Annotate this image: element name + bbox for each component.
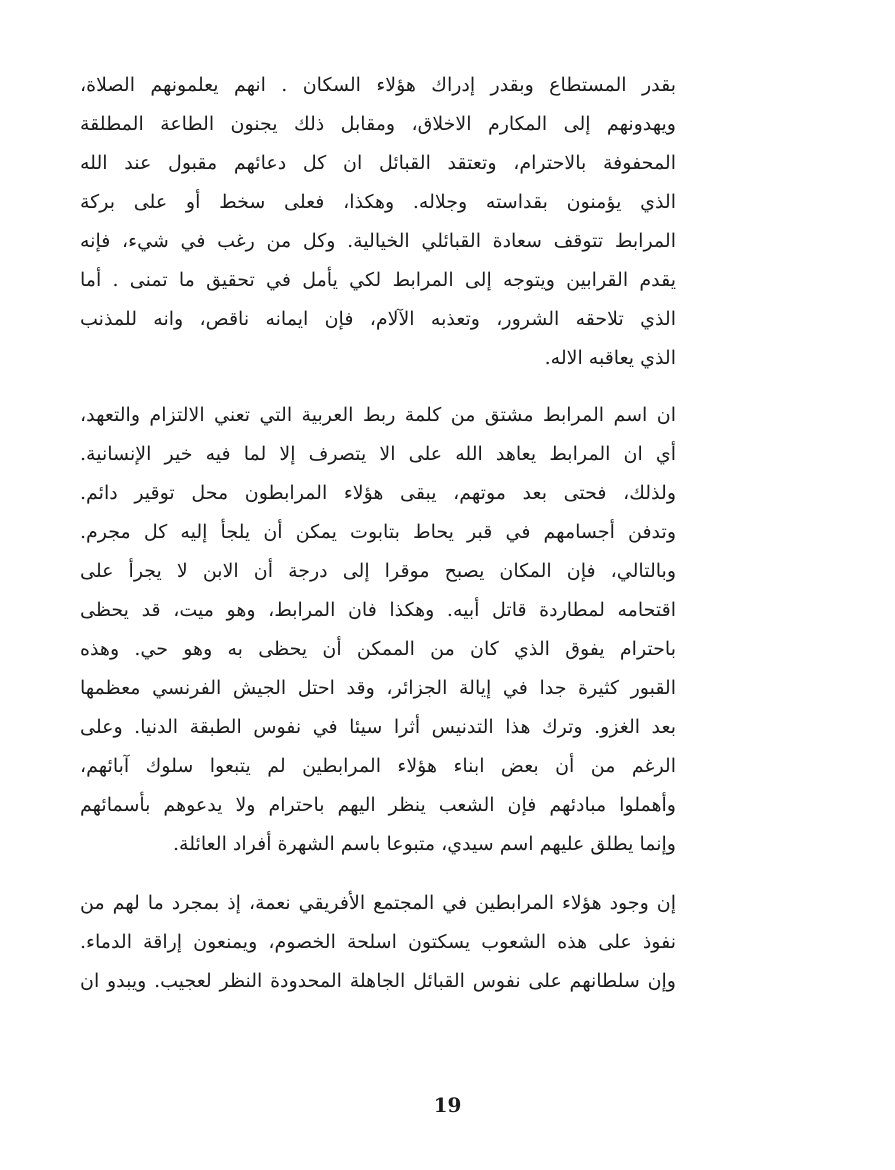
text-line: الذي تلاحقه الشرور، وتعذبه الآلام، فإن ايمانه ناقص، وانه للمذنب (80, 308, 676, 330)
text-line: إن وجود هؤلاء المرابطين في المجتمع الأفريقي نعمة، إذ بمجرد ما لهم من (80, 892, 676, 914)
text-line: القبور كثيرة جدا في إيالة الجزائر، وقد احتل الجيش الفرنسي معظمها (80, 677, 676, 699)
text-line: بعد الغزو. وترك هذا التدنيس أثرا سيئا في نفوس الطبقة الدنيا. وعلى (80, 716, 676, 738)
text-line: وتدفن أجسامهم في قبر يحاط بتابوت يمكن أن يلجأ إليه كل مجرم. (80, 521, 676, 543)
text-line: ان اسم المرابط مشتق من كلمة ربط العربية التي تعني الالتزام والتعهد، (80, 404, 676, 426)
text-line: يقدم القرابين ويتوجه إلى المرابط لكي يأمل في تحقيق ما تمنى . أما (80, 269, 676, 291)
text-line: الذي يعاقبه الاله. (544, 347, 676, 369)
text-line: بقدر المستطاع وبقدر إدراك هؤلاء السكان . انهم يعلمونهم الصلاة، (80, 74, 676, 96)
text-line: المحفوفة بالاحترام، وتعتقد القبائل ان كل دعائهم مقبول عند الله (80, 152, 676, 174)
paragraph-3 (80, 884, 676, 1001)
text-line: ويهدونهم إلى المكارم الاخلاق، ومقابل ذلك يجنون الطاعة المطلقة (80, 113, 676, 135)
text-line: وأهملوا مبادئهم فإن الشعب ينظر اليهم باحترام ولا يدعوهم بأسمائهم (80, 794, 676, 816)
text-line: وإنما يطلق عليهم اسم سيدي، متبوعا باسم الشهرة أفراد العائلة. (173, 833, 676, 855)
text-line: اقتحامه لمطاردة قاتل أبيه. وهكذا فان المرابط، وهو ميت، قد يحظى (80, 599, 676, 621)
paragraph-2 (80, 396, 676, 864)
page-number: 19 (433, 1093, 462, 1117)
text-line: المرابط تتوقف سعادة القبائلي الخيالية. وكل من رغب في شيء، فإنه (80, 230, 676, 252)
text-line: وإن سلطانهم على نفوس القبائل الجاهلة المحدودة النظر لعجيب. ويبدو ان (80, 970, 676, 992)
text-line: باحترام يفوق الذي كان من الممكن أن يحظى به وهو حي. وهذه (80, 638, 676, 660)
text-line: وبالتالي، فإن المكان يصبح موقرا إلى درجة أن الابن لا يجرأ على (80, 560, 676, 582)
text-line: الرغم من أن بعض ابناء هؤلاء المرابطين لم يتبعوا سلوك آبائهم، (80, 755, 676, 777)
text-line: ولذلك، فحتى بعد موتهم، يبقى هؤلاء المرابطون محل توقير دائم. (80, 482, 676, 504)
text-line: نفوذ على هذه الشعوب يسكتون اسلحة الخصوم، ويمنعون إراقة الدماء. (80, 931, 676, 953)
paragraph-1 (80, 66, 676, 378)
text-line: الذي يؤمنون بقداسته وجلاله. وهكذا، فعلى سخط أو على بركة (80, 191, 676, 213)
text-line: أي ان المرابط يعاهد الله على الا يتصرف إلا لما فيه خير الإنسانية. (80, 443, 676, 465)
